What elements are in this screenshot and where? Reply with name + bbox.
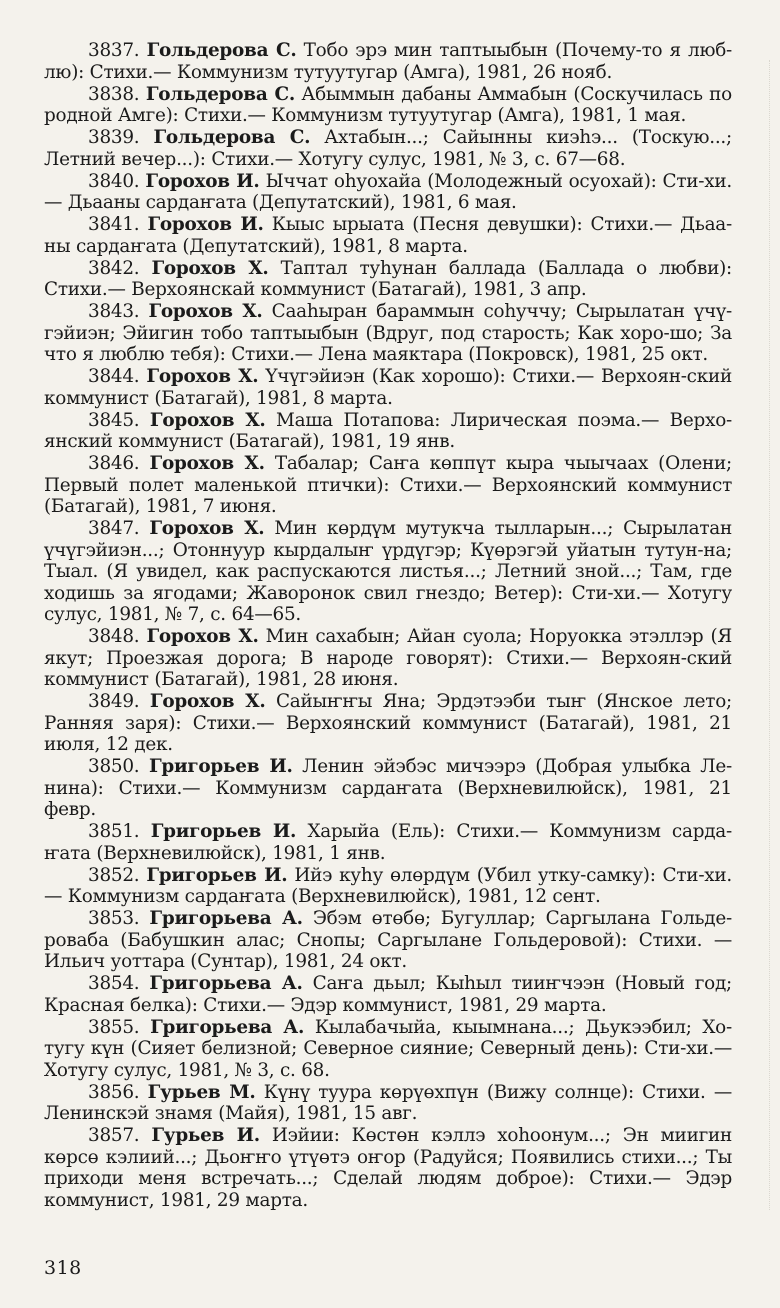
entry-number: 3844. — [88, 366, 140, 387]
entry-author: Гольдерова С. — [146, 40, 297, 61]
entry-text: Мин сахабын; Айан суола; Норуокка этэллэр (Я якут; Проезжая дорога; В народе говорят): Стихи.— Верхоян-ский коммунист (Батагай), 1981, 28 июня. — [44, 626, 732, 690]
bibliography-entry — [44, 127, 732, 170]
entry-author: Григорьева А. — [150, 1016, 305, 1038]
entry-text: Кылабачыйа, кыымнана...; Дьукээбил; Хо-тугу күн (Сияет белизной; Северное сияние; Северный день): Сти-хи.— Хотугу сулус, 1981, № 3, с. 68. — [44, 1016, 732, 1081]
entry-text: Ахтабын...; Сайынны киэhэ... (Тоскую...; Летний вечер...): Стихи.— Хотугу сулус, 1981, № 3, с. 67—68. — [44, 127, 732, 170]
entry-text: Сайыҥҥы Яна; Эрдэтээби тыҥ (Янское лето; Ранняя заря): Стихи.— Верхоянский коммунист (Батагай), 1981, 21 июля, 12 дек. — [44, 691, 732, 755]
entry-number: 3854. — [88, 973, 140, 994]
bibliography-entry — [44, 821, 732, 864]
entry-text: Эбэм өтөбө; Бугуллар; Саргылана Гольде-роваба (Бабушкин алас; Снопы; Саргылане Гольдеровой): Стихи. — Ильич уоттара (Сунтар), 1981, 24 окт. — [44, 908, 732, 972]
entry-text: Ыччат оhуохайа (Молодежный осуохай): Сти-хи.— Дьааны сардаҥата (Депутатский), 1981, 6 мая. — [44, 170, 732, 213]
entry-author: Григорьева А. — [149, 908, 303, 929]
entry-text: Кыыс ырыата (Песня девушки): Стихи.— Дьаа-ны сардаҥата (Депутатский), 1981, 8 марта. — [44, 214, 732, 257]
entry-number: 3840. — [88, 170, 140, 192]
bibliography-entry — [44, 301, 732, 366]
bibliography-entry — [44, 756, 732, 821]
entry-number: 3837. — [88, 40, 140, 61]
page-number: 318 — [44, 1257, 82, 1279]
entry-number: 3847. — [88, 518, 140, 539]
entry-author: Григорьев И. — [148, 756, 293, 777]
document-page — [44, 40, 732, 1290]
bibliography-entry — [44, 40, 732, 83]
bibliography-entry — [44, 366, 732, 409]
bibliography-list — [44, 40, 732, 1211]
entry-text: Абыммын дабаны Аммабын (Соскучилась по родной Амге): Стихи.— Коммунизм тутуутугар (Амга), 1981, 1 мая. — [44, 83, 732, 126]
entry-number: 3839. — [88, 127, 140, 148]
entry-text: Күнү туура көрүөхпүн (Вижу солнце): Стихи. — Ленинскэй знамя (Майя), 1981, 15 авг. — [44, 1081, 733, 1124]
bibliography-entry — [44, 410, 732, 453]
bibliography-entry — [44, 214, 732, 257]
bibliography-entry — [44, 518, 732, 626]
entry-author: Горохов И. — [147, 214, 264, 235]
bibliography-entry — [44, 258, 732, 301]
entry-text: Табалар; Саҥа көппүт кыра чыычаах (Олени; Первый полет маленькой птички): Стихи.— Верхоянский коммунист (Батагай), 1981, 7 июня. — [44, 453, 732, 517]
entry-text: Сааhыран бараммын соhуччу; Сырылатан үчү-гэйиэн; Эйигин тобо таптыыбын (Вдруг, под старость; Как хоро-шо; За что я люблю тебя): Стихи.— Лена маяктара (Покровск), 1981, 25 окт. — [44, 301, 732, 365]
bibliography-entry — [44, 865, 732, 908]
entry-text: Иэйии: Көстөн кэллэ хоhоонум...; Эн миигин көрсө кэлиий...; Дьоҥҥо үтүөтэ оҥор (Радуйся; Появились стихи...; Ты приходи меня встречать...; Сделай людям доброе): Стихи.— Эдэр коммунист, 1981, 29 марта. — [44, 1125, 732, 1211]
entry-author: Гольдерова С. — [153, 127, 311, 148]
entry-author: Григорьева А. — [149, 973, 303, 994]
entry-number: 3857. — [88, 1125, 140, 1146]
bibliography-entry — [44, 84, 732, 127]
entry-author: Горохов Х. — [146, 626, 259, 647]
entry-text: Таптал туhунан баллада (Баллада о любви): Стихи.— Верхоянскай коммунист (Батагай), 1981, 3 апр. — [44, 257, 732, 300]
entry-text: Тобо эрэ мин таптыыбын (Почему-то я люб-лю): Стихи.— Коммунизм тутуутугар (Амга), 1981, 26 нояб. — [44, 40, 732, 83]
entry-author: Горохов Х. — [149, 409, 266, 431]
entry-text: Ийэ куhу өлөрдүм (Убил утку-самку): Сти-хи.— Коммунизм сардаҥата (Верхневилюйск), 1981, 12 сент. — [44, 864, 733, 907]
entry-author: Григорьев И. — [146, 864, 288, 886]
entry-number: 3845. — [88, 409, 140, 431]
entry-number: 3852. — [88, 864, 140, 886]
entry-number: 3851. — [88, 821, 140, 842]
entry-text: Мин көрдүм мутукча тылларын...; Сырылатан үчүгэйиэн...; Отоннуур кырдалыҥ үрдүгэр; Күөрэгэй уйатын тутун-на; Тыал. (Я увидел, как распускаются листья...; Летний зной...; Там, где ходишь за ягодами; Жаворонок свил гнездо; Ветер): Сти-хи.— Хотугу сулус, 1981, № 7, с. 64—65. — [44, 518, 732, 625]
entry-author: Горохов Х. — [149, 691, 266, 712]
bibliography-entry — [44, 453, 732, 518]
entry-text: Үчүгэйиэн (Как хорошо): Стихи.— Верхоян-ский коммунист (Батагай), 1981, 8 марта. — [44, 366, 732, 409]
entry-author: Горохов Х. — [149, 453, 265, 474]
entry-number: 3843. — [88, 301, 140, 322]
entry-author: Горохов Х. — [146, 366, 259, 387]
entry-number: 3856. — [88, 1081, 140, 1103]
entry-number: 3849. — [88, 691, 140, 712]
entry-text: Саҥа дьыл; Кыhыл тииҥчээн (Новый год; Красная белка): Стихи.— Эдэр коммунист, 1981, 29 марта. — [44, 973, 732, 1016]
bibliography-entry — [44, 1017, 732, 1082]
entry-number: 3838. — [88, 83, 140, 105]
entry-author: Гурьев М. — [147, 1081, 256, 1103]
bibliography-entry — [44, 1082, 732, 1125]
entry-author: Горохов Х. — [149, 518, 265, 539]
entry-number: 3850. — [88, 756, 140, 777]
entry-number: 3842. — [88, 257, 140, 279]
entry-text: Ленин эйэбэс мичээрэ (Добрая улыбка Ле-нина): Стихи.— Коммунизм сардаҥата (Верхневилюйск), 1981, 21 февр. — [44, 756, 732, 820]
entry-author: Григорьев И. — [150, 821, 297, 842]
entry-number: 3848. — [88, 626, 140, 647]
bibliography-entry — [44, 973, 732, 1016]
entry-text: Харыйа (Ель): Стихи.— Коммунизм сарда-ҥата (Верхневилюйск), 1981, 1 янв. — [44, 821, 732, 864]
bibliography-entry — [44, 171, 732, 214]
entry-author: Гольдерова С. — [145, 83, 295, 105]
bibliography-entry — [44, 626, 732, 691]
bibliography-entry — [44, 1125, 732, 1211]
entry-author: Гурьев И. — [151, 1125, 260, 1146]
entry-number: 3841. — [88, 214, 140, 235]
entry-author: Горохов И. — [145, 170, 260, 192]
entry-number: 3846. — [88, 453, 140, 474]
page-edge-marks — [757, 60, 770, 1210]
entry-number: 3853. — [88, 908, 140, 929]
entry-author: Горохов Х. — [151, 257, 269, 279]
bibliography-entry — [44, 908, 732, 973]
entry-text: Маша Потапова: Лирическая поэма.— Верхо-янский коммунист (Батагай), 1981, 19 янв. — [44, 409, 732, 452]
entry-number: 3855. — [88, 1016, 140, 1038]
entry-author: Горохов Х. — [148, 301, 263, 322]
bibliography-entry — [44, 691, 732, 756]
